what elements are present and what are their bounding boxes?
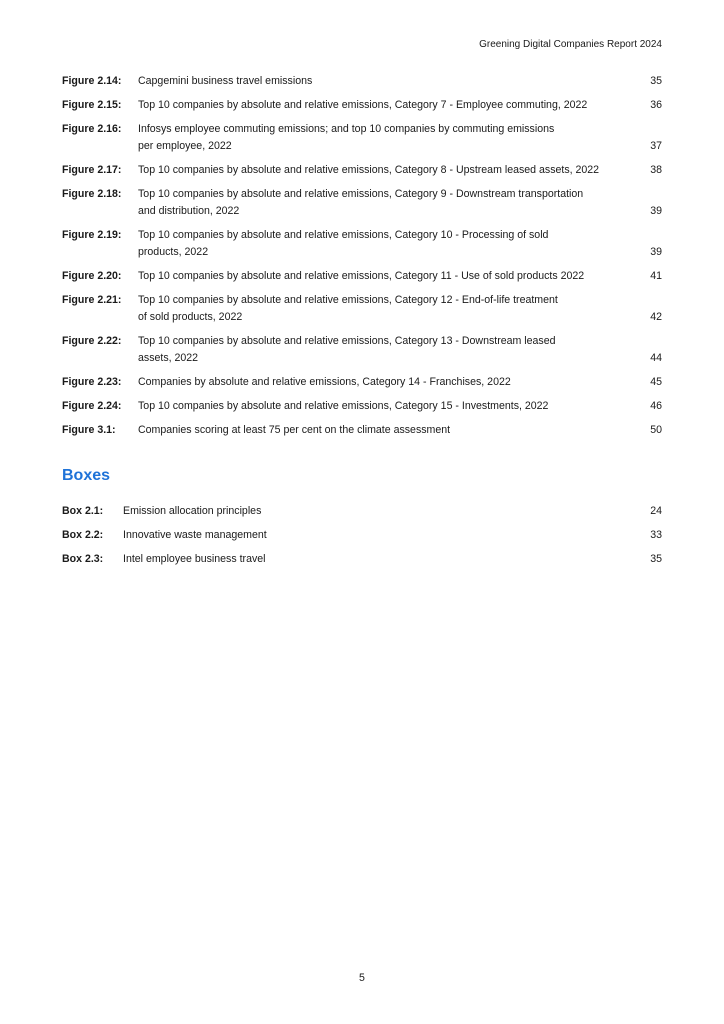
figure-title: Top 10 companies by absolute and relative emissions, Category 8 - Upstream leased assets, 2022 — [138, 164, 600, 176]
figure-label: Figure 2.20: — [62, 270, 122, 282]
figure-entry[interactable] — [62, 422, 662, 439]
box-title: Emission allocation principles — [123, 505, 262, 517]
figure-title: Top 10 companies by absolute and relative emissions, Category 7 - Employee commuting, 2022 — [138, 99, 588, 111]
figure-page-number: 39 — [650, 205, 662, 217]
figure-page-number: 44 — [650, 352, 662, 364]
figure-page-number: 35 — [650, 75, 662, 87]
figure-title: Top 10 companies by absolute and relative emissions, Category 13 - Downstream leased assets, 2022 — [138, 335, 556, 364]
figure-label: Figure 2.17: — [62, 164, 122, 176]
figure-entry[interactable] — [62, 333, 662, 367]
figure-label: Figure 2.22: — [62, 335, 122, 347]
figure-entry[interactable] — [62, 398, 662, 415]
box-page-number: 35 — [650, 553, 662, 565]
box-list — [62, 503, 662, 575]
figure-page-number: 46 — [650, 400, 662, 412]
box-entry[interactable] — [62, 527, 662, 544]
figure-entry[interactable] — [62, 292, 662, 326]
figure-title: Top 10 companies by absolute and relative emissions, Category 11 - Use of sold products 2022 — [138, 270, 585, 282]
figure-label: Figure 2.15: — [62, 99, 122, 111]
figure-label: Figure 3.1: — [62, 424, 116, 436]
box-label: Box 2.2: — [62, 529, 104, 541]
figure-entry[interactable] — [62, 186, 662, 220]
figure-label: Figure 2.23: — [62, 376, 122, 388]
figure-title: Top 10 companies by absolute and relative emissions, Category 10 - Processing of sold products, 2022 — [138, 229, 549, 258]
figure-label: Figure 2.24: — [62, 400, 122, 412]
box-title: Innovative waste management — [123, 529, 267, 541]
box-label: Box 2.3: — [62, 553, 104, 565]
box-label: Box 2.1: — [62, 505, 104, 517]
box-entry[interactable] — [62, 551, 662, 568]
figure-entry[interactable] — [62, 73, 662, 90]
figure-entry[interactable] — [62, 268, 662, 285]
page-number: 5 — [359, 972, 365, 984]
figure-page-number: 41 — [650, 270, 662, 282]
figure-title: Companies scoring at least 75 per cent on the climate assessment — [138, 424, 451, 436]
figure-title: Top 10 companies by absolute and relative emissions, Category 15 - Investments, 2022 — [138, 400, 549, 412]
figure-title: Top 10 companies by absolute and relative emissions, Category 9 - Downstream transportation and distribution, 2022 — [138, 188, 584, 217]
box-page-number: 33 — [650, 529, 662, 541]
figure-label: Figure 2.14: — [62, 75, 122, 87]
box-title: Intel employee business travel — [123, 553, 266, 565]
figure-title: Companies by absolute and relative emissions, Category 14 - Franchises, 2022 — [138, 376, 511, 388]
figure-title: Top 10 companies by absolute and relative emissions, Category 12 - End-of-life treatment of sold products, 2022 — [138, 294, 558, 323]
box-page-number: 24 — [650, 505, 662, 517]
figure-page-number: 45 — [650, 376, 662, 388]
figure-page-number: 37 — [650, 140, 662, 152]
figure-label: Figure 2.18: — [62, 188, 122, 200]
figure-page-number: 50 — [650, 424, 662, 436]
boxes-heading: Boxes — [62, 467, 111, 484]
figure-page-number: 38 — [650, 164, 662, 176]
figure-entry[interactable] — [62, 227, 662, 261]
figure-label: Figure 2.19: — [62, 229, 122, 241]
running-header: Greening Digital Companies Report 2024 — [479, 39, 662, 50]
figure-label: Figure 2.16: — [62, 123, 122, 135]
figure-page-number: 36 — [650, 99, 662, 111]
figure-entry[interactable] — [62, 162, 662, 179]
figure-title: Infosys employee commuting emissions; and top 10 companies by commuting emissions per employee, 2022 — [138, 123, 555, 152]
figure-label: Figure 2.21: — [62, 294, 122, 306]
figure-entry[interactable] — [62, 97, 662, 114]
figure-page-number: 42 — [650, 311, 662, 323]
figure-entry[interactable] — [62, 374, 662, 391]
figure-list — [62, 73, 662, 446]
figure-title: Capgemini business travel emissions — [138, 75, 313, 87]
box-entry[interactable] — [62, 503, 662, 520]
figure-entry[interactable] — [62, 121, 662, 155]
figure-page-number: 39 — [650, 246, 662, 258]
